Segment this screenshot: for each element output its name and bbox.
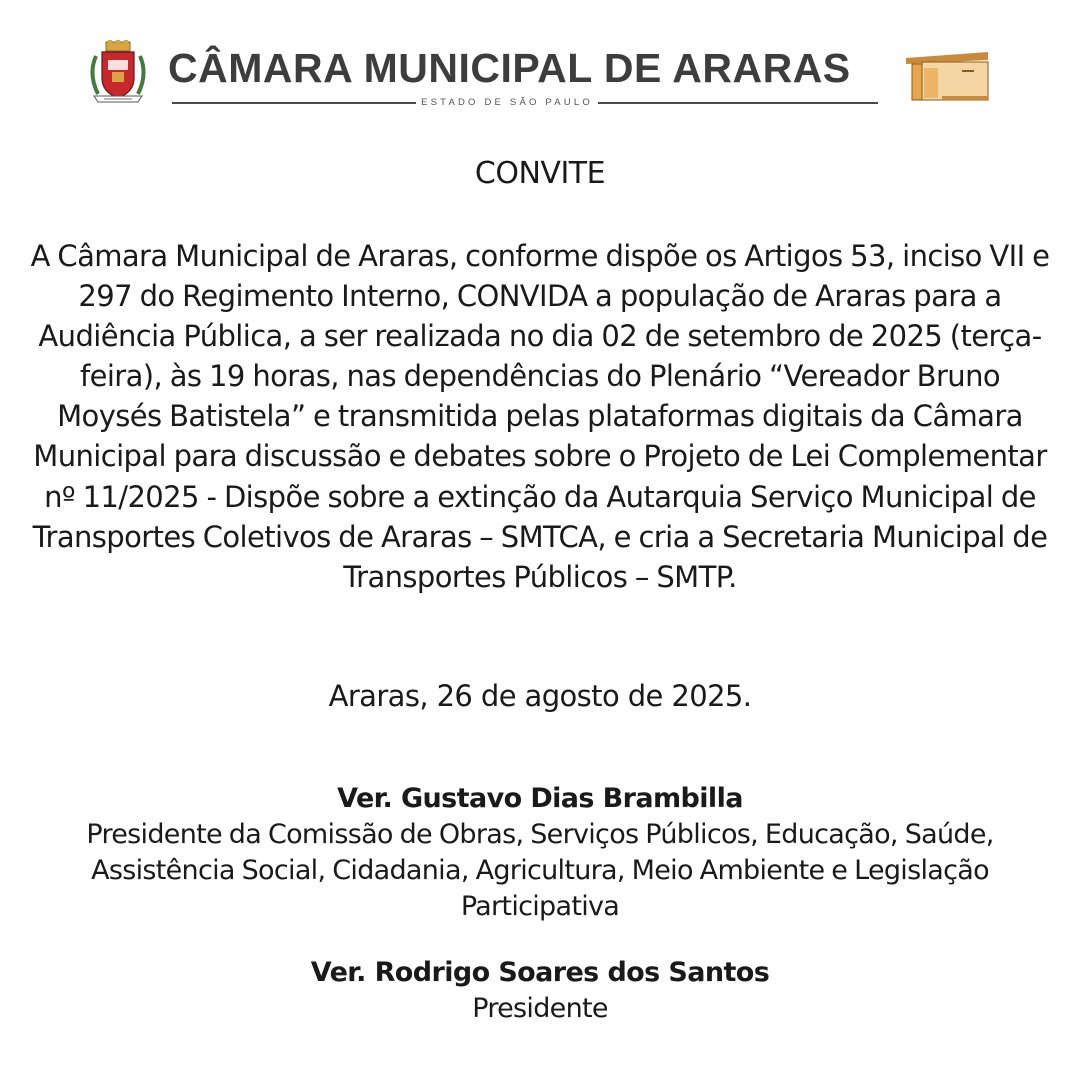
- institution-title: CÂMARA MUNICIPAL DE ARARAS: [168, 45, 851, 91]
- chamber-building-icon: [902, 50, 994, 104]
- header-divider-left: [172, 102, 416, 104]
- signer-name: Ver. Rodrigo Soares dos Santos: [310, 957, 770, 988]
- signer-name: Ver. Gustavo Dias Brambilla: [337, 783, 743, 814]
- letterhead: [0, 36, 1080, 116]
- document-title: CONVITE: [474, 156, 606, 191]
- header-divider-right: [598, 102, 878, 104]
- coat-of-arms-icon: [86, 40, 150, 106]
- signature-block: [30, 781, 1050, 925]
- signature-block: [30, 955, 1050, 1027]
- signer-role: Presidente da Comissão de Obras, Serviços Públicos, Educação, Saúde, Assistência Social, Cidadania, Agricultura, Meio Ambiente e Legislação Participativa: [86, 819, 994, 922]
- institution-subtitle: ESTADO DE SÃO PAULO: [421, 97, 593, 108]
- signer-role: Presidente: [472, 993, 608, 1024]
- document-body: A Câmara Municipal de Araras, conforme dispõe os Artigos 53, inciso VII e 297 do Regimento Interno, CONVIDA a população de Araras para a Audiência Pública, a ser realizada no dia 02 de setembro de 2025 (terça-feira), às 19 horas, nas dependências do Plenário “Vereador Bruno Moysés Batistela” e transmitida pelas plataformas digitais da Câmara Municipal para discussão e debates sobre o Projeto de Lei Complementar nº 11/2025 - Dispõe sobre a extinção da Autarquia Serviço Municipal de Transportes Coletivos de Araras – SMTCA, e cria a Secretaria Municipal de Transportes Públicos – SMTP.: [30, 239, 1050, 594]
- document-date: Araras, 26 de agosto de 2025.: [328, 679, 752, 713]
